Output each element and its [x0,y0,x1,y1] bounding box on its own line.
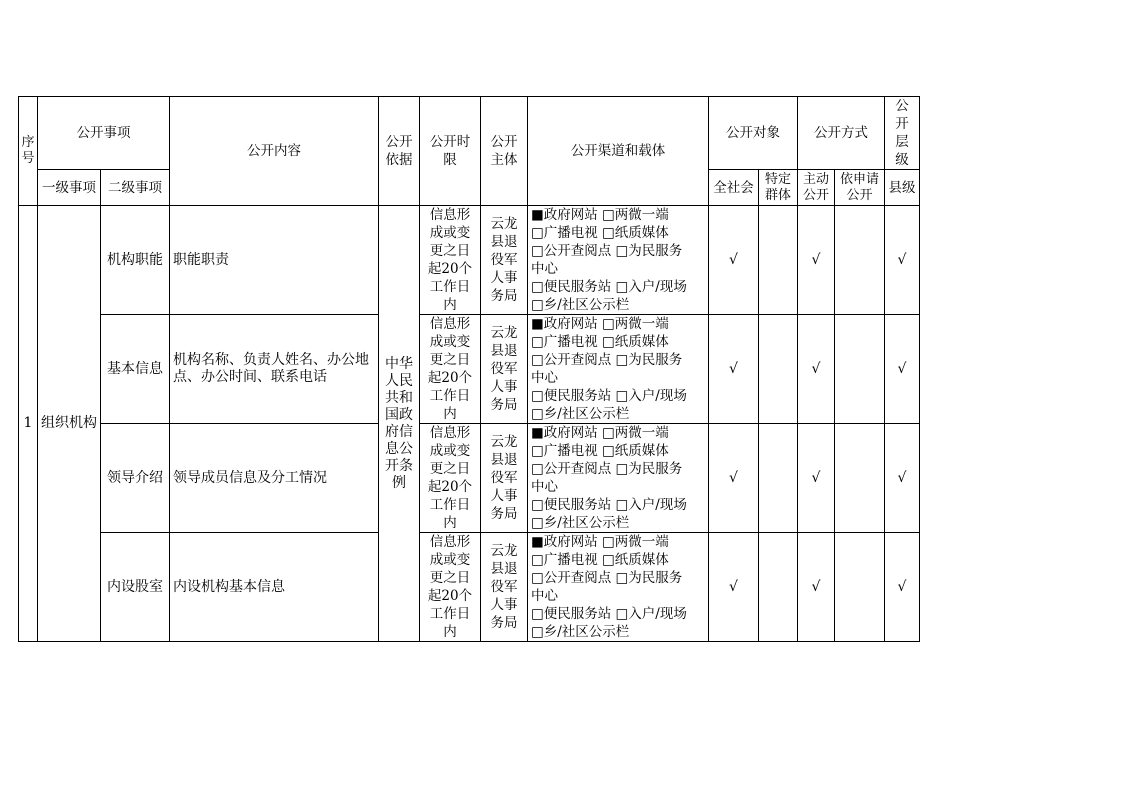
channel-line: □广播电视 □纸质媒体 [531,225,669,241]
row-method-request [835,315,885,424]
channel-line: 中心 [531,479,558,495]
row-time-limit: 信息形成或变更之日起20个工作日内 [420,424,481,533]
row-channel [528,424,709,533]
channel-line: □公开查阅点 □为民服务 [531,243,683,259]
channel-line: ■政府网站 □两微一端 [531,316,669,332]
row-content: 内设机构基本信息 [170,533,379,642]
channel-line: □便民服务站 □入户/现场 [531,606,687,622]
header-basis: 公开依据 [379,97,420,206]
row-content: 机构名称、负责人姓名、办公地点、办公时间、联系电话 [170,315,379,424]
header-level: 公开层级 [885,97,920,170]
channel-line: 中心 [531,370,558,386]
row-method-active: √ [798,533,835,642]
header-seq: 序号 [19,97,38,206]
channel-line: □乡/社区公示栏 [531,624,630,640]
channel-line: ■政府网站 □两微一端 [531,534,669,550]
header-method-active: 主动公开 [798,170,835,206]
row-level-county: √ [885,315,920,424]
channel-line: □便民服务站 □入户/现场 [531,388,687,404]
row-channel [528,315,709,424]
channel-line: □公开查阅点 □为民服务 [531,570,683,586]
header-content: 公开内容 [170,97,379,206]
row-time-limit: 信息形成或变更之日起20个工作日内 [420,315,481,424]
channel-line: □便民服务站 □入户/现场 [531,497,687,513]
channel-line: ■政府网站 □两微一端 [531,207,669,223]
header-matter: 公开事项 [38,97,170,170]
row-target-specific [759,533,798,642]
row-target-specific [759,315,798,424]
row-level-county: √ [885,533,920,642]
header-method: 公开方式 [798,97,885,170]
row-channel [528,206,709,315]
row-method-active: √ [798,424,835,533]
row-target-all: √ [709,206,759,315]
group-level1: 组织机构 [38,206,101,642]
row-method-request [835,533,885,642]
row-subject: 云龙县退役军人事务局 [481,533,528,642]
row-level2: 内设股室 [101,533,170,642]
row-content: 领导成员信息及分工情况 [170,424,379,533]
group-seq: 1 [19,206,38,642]
row-target-all: √ [709,533,759,642]
header-level-county: 县级 [885,170,920,206]
header-method-request: 依申请公开 [835,170,885,206]
row-subject: 云龙县退役军人事务局 [481,315,528,424]
header-matter-level1: 一级事项 [38,170,101,206]
row-method-request [835,206,885,315]
header-matter-level2: 二级事项 [101,170,170,206]
row-method-active: √ [798,206,835,315]
channel-line: □广播电视 □纸质媒体 [531,334,669,350]
row-subject: 云龙县退役军人事务局 [481,424,528,533]
row-subject: 云龙县退役军人事务局 [481,206,528,315]
header-time-limit: 公开时限 [420,97,481,206]
disclosure-table [18,96,920,642]
header-target: 公开对象 [709,97,798,170]
row-target-specific [759,424,798,533]
row-method-request [835,424,885,533]
row-target-all: √ [709,424,759,533]
header-target-all: 全社会 [709,170,759,206]
row-level-county: √ [885,206,920,315]
group-basis: 中华人民共和国政府信息公开条例 [379,206,420,642]
header-target-specific: 特定群体 [759,170,798,206]
row-method-active: √ [798,315,835,424]
channel-line: □公开查阅点 □为民服务 [531,352,683,368]
row-time-limit: 信息形成或变更之日起20个工作日内 [420,533,481,642]
channel-line: □乡/社区公示栏 [531,515,630,531]
row-level2: 基本信息 [101,315,170,424]
row-time-limit: 信息形成或变更之日起20个工作日内 [420,206,481,315]
channel-line: ■政府网站 □两微一端 [531,425,669,441]
channel-line: □广播电视 □纸质媒体 [531,443,669,459]
row-level2: 领导介绍 [101,424,170,533]
row-level-county: √ [885,424,920,533]
row-target-all: √ [709,315,759,424]
row-level2: 机构职能 [101,206,170,315]
channel-line: 中心 [531,588,558,604]
channel-line: □便民服务站 □入户/现场 [531,279,687,295]
header-subject: 公开主体 [481,97,528,206]
row-content: 职能职责 [170,206,379,315]
channel-line: 中心 [531,261,558,277]
row-target-specific [759,206,798,315]
channel-line: □乡/社区公示栏 [531,297,630,313]
header-channel: 公开渠道和载体 [528,97,709,206]
channel-line: □乡/社区公示栏 [531,406,630,422]
channel-line: □公开查阅点 □为民服务 [531,461,683,477]
channel-line: □广播电视 □纸质媒体 [531,552,669,568]
row-channel [528,533,709,642]
